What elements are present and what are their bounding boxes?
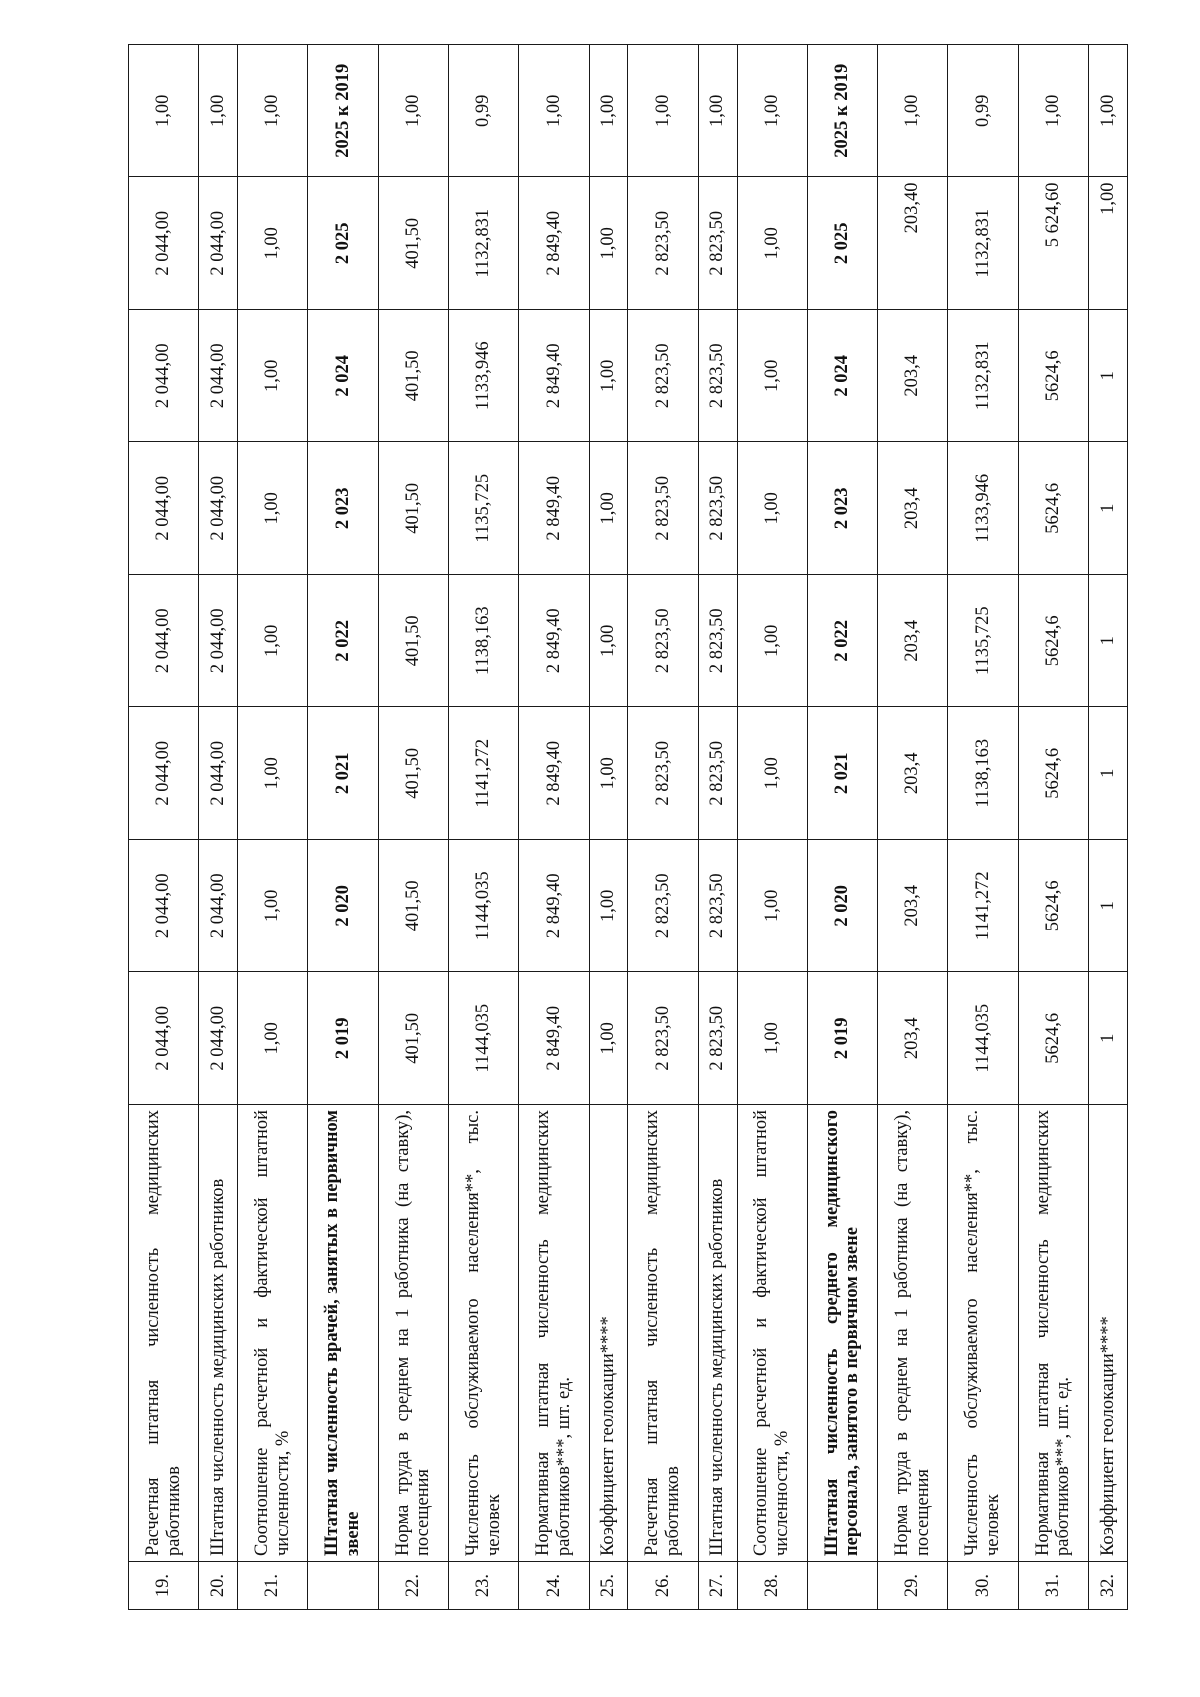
value-cell: 1,00 — [199, 45, 238, 178]
row-number: 20. — [199, 1562, 238, 1610]
value-cell: 1144,035 — [448, 840, 518, 973]
value-cell: 1132,831 — [448, 177, 518, 310]
year-header-cell: 2 019 — [308, 972, 378, 1105]
value-cell: 2 044,00 — [129, 972, 199, 1105]
row-number: 25. — [589, 1562, 628, 1610]
row-label: Нормативная штатная численность медицинских работников***, шт. ед. — [1018, 1105, 1088, 1562]
value-cell: 1,00 — [737, 45, 807, 178]
value-cell: 1,00 — [737, 310, 807, 443]
row-number: 19. — [129, 1562, 199, 1610]
value-cell: 1133,946 — [948, 442, 1018, 575]
table-row — [519, 45, 589, 1610]
value-cell: 2 849,40 — [519, 707, 589, 840]
value-cell: 1138,163 — [948, 707, 1018, 840]
value-cell: 2 823,50 — [628, 442, 698, 575]
year-header-cell: 2 022 — [308, 575, 378, 708]
table-row — [129, 45, 199, 1610]
value-cell: 1,00 — [698, 45, 737, 178]
value-cell: 401,50 — [378, 840, 448, 973]
rotated-document-sheet — [128, 45, 1128, 1610]
table-row — [448, 45, 518, 1610]
value-cell: 2 823,50 — [628, 310, 698, 443]
value-cell: 1,00 — [628, 45, 698, 178]
value-cell: 5624,6 — [1018, 972, 1088, 1105]
year-header-cell: 2 025 — [807, 177, 877, 310]
value-cell: 203,4 — [878, 442, 948, 575]
value-cell: 1 — [1088, 840, 1127, 973]
row-label: Расчетная штатная численность медицинских работников — [129, 1105, 199, 1562]
value-cell: 1133,946 — [448, 310, 518, 443]
table-row — [589, 45, 628, 1610]
value-cell: 2 823,50 — [698, 575, 737, 708]
value-cell: 2 823,50 — [628, 177, 698, 310]
value-cell: 1 — [1088, 707, 1127, 840]
value-cell: 2 849,40 — [519, 177, 589, 310]
year-header-cell: 2 019 — [807, 972, 877, 1105]
row-number: 27. — [698, 1562, 737, 1610]
value-cell: 5624,6 — [1018, 840, 1088, 973]
value-cell: 5624,6 — [1018, 310, 1088, 443]
value-cell: 2 823,50 — [628, 707, 698, 840]
row-number: 30. — [948, 1562, 1018, 1610]
value-cell: 1,00 — [737, 442, 807, 575]
value-cell: 1 — [1088, 972, 1127, 1105]
row-label: Численность обслуживаемого населения**, тыс. человек — [448, 1105, 518, 1562]
value-cell: 401,50 — [378, 972, 448, 1105]
table-body — [129, 45, 1128, 1610]
table-row — [1088, 45, 1127, 1610]
table-row — [628, 45, 698, 1610]
row-number: 31. — [1018, 1562, 1088, 1610]
year-header-cell: 2 025 — [308, 177, 378, 310]
value-cell: 2 823,50 — [698, 972, 737, 1105]
row-label: Соотношение расчетной и фактической штатной численности, % — [238, 1105, 308, 1562]
value-cell: 1144,035 — [448, 972, 518, 1105]
value-cell: 2 044,00 — [129, 840, 199, 973]
table-section-header-row — [807, 45, 877, 1610]
row-number: 23. — [448, 1562, 518, 1610]
value-cell: 1,00 — [878, 45, 948, 178]
table-section-header-row — [308, 45, 378, 1610]
value-cell: 5 624,60 — [1018, 177, 1088, 310]
value-cell: 5624,6 — [1018, 575, 1088, 708]
value-cell: 1,00 — [589, 177, 628, 310]
value-cell: 1,00 — [1088, 177, 1127, 310]
year-header-cell: 2 021 — [807, 707, 877, 840]
row-number: 22. — [378, 1562, 448, 1610]
row-label: Расчетная штатная численность медицинских работников — [628, 1105, 698, 1562]
value-cell: 203,4 — [878, 707, 948, 840]
row-number — [308, 1562, 378, 1610]
year-header-cell: 2025 к 2019 — [807, 45, 877, 178]
value-cell: 1138,163 — [448, 575, 518, 708]
row-label: Нормативная штатная численность медицинских работников***, шт. ед. — [519, 1105, 589, 1562]
value-cell: 1,00 — [238, 45, 308, 178]
value-cell: 5624,6 — [1018, 442, 1088, 575]
value-cell: 2 044,00 — [199, 310, 238, 443]
table-row — [199, 45, 238, 1610]
value-cell: 1 — [1088, 310, 1127, 443]
value-cell: 1,00 — [1088, 45, 1127, 178]
value-cell: 203,4 — [878, 972, 948, 1105]
value-cell: 401,50 — [378, 707, 448, 840]
value-cell: 5624,6 — [1018, 707, 1088, 840]
year-header-cell: 2 022 — [807, 575, 877, 708]
row-label: Штатная численность медицинских работников — [698, 1105, 737, 1562]
year-header-cell: 2025 к 2019 — [308, 45, 378, 178]
value-cell: 0,99 — [448, 45, 518, 178]
row-number: 32. — [1088, 1562, 1127, 1610]
value-cell: 1,00 — [238, 707, 308, 840]
value-cell: 2 044,00 — [199, 840, 238, 973]
year-header-cell: 2 020 — [308, 840, 378, 973]
value-cell: 203,4 — [878, 840, 948, 973]
value-cell: 401,50 — [378, 575, 448, 708]
value-cell: 1,00 — [589, 972, 628, 1105]
value-cell: 1,00 — [737, 972, 807, 1105]
year-header-cell: 2 024 — [308, 310, 378, 443]
row-number — [807, 1562, 877, 1610]
year-header-cell: 2 020 — [807, 840, 877, 973]
value-cell: 1,00 — [238, 840, 308, 973]
year-header-cell: 2 024 — [807, 310, 877, 443]
value-cell: 1,00 — [519, 45, 589, 178]
value-cell: 2 823,50 — [628, 575, 698, 708]
value-cell: 2 044,00 — [129, 707, 199, 840]
year-header-cell: 2 021 — [308, 707, 378, 840]
row-label: Коэффициент геолокации**** — [1088, 1105, 1127, 1562]
row-label: Штатная численность врачей, занятых в первичном звене — [308, 1105, 378, 1562]
value-cell: 1,00 — [737, 707, 807, 840]
row-label: Численность обслуживаемого населения**, тыс. человек — [948, 1105, 1018, 1562]
table-row — [1018, 45, 1088, 1610]
value-cell: 2 044,00 — [199, 442, 238, 575]
table-row — [737, 45, 807, 1610]
value-cell: 2 823,50 — [698, 177, 737, 310]
value-cell: 1,00 — [589, 707, 628, 840]
value-cell: 2 044,00 — [199, 177, 238, 310]
value-cell: 401,50 — [378, 442, 448, 575]
value-cell: 0,99 — [948, 45, 1018, 178]
value-cell: 203,40 — [878, 177, 948, 310]
value-cell: 1,00 — [737, 177, 807, 310]
value-cell: 2 823,50 — [628, 972, 698, 1105]
value-cell: 1,00 — [589, 45, 628, 178]
row-label: Штатная численность среднего медицинского персонала, занятого в первичном звене — [807, 1105, 877, 1562]
value-cell: 2 044,00 — [129, 442, 199, 575]
value-cell: 1,00 — [378, 45, 448, 178]
value-cell: 2 823,50 — [698, 442, 737, 575]
value-cell: 2 044,00 — [129, 575, 199, 708]
row-label: Норма труда в среднем на 1 работника (на ставку), посещения — [878, 1105, 948, 1562]
value-cell: 401,50 — [378, 177, 448, 310]
value-cell: 203,4 — [878, 575, 948, 708]
value-cell: 1,00 — [238, 972, 308, 1105]
row-number: 21. — [238, 1562, 308, 1610]
value-cell: 2 849,40 — [519, 575, 589, 708]
table-row — [948, 45, 1018, 1610]
value-cell: 1141,272 — [448, 707, 518, 840]
value-cell: 1,00 — [238, 442, 308, 575]
value-cell: 1,00 — [589, 310, 628, 443]
value-cell: 203,4 — [878, 310, 948, 443]
value-cell: 1 — [1088, 442, 1127, 575]
table-row — [698, 45, 737, 1610]
value-cell: 1132,831 — [948, 177, 1018, 310]
value-cell: 1,00 — [589, 442, 628, 575]
row-label: Штатная численность медицинских работников — [199, 1105, 238, 1562]
row-label: Соотношение расчетной и фактической штатной численности, % — [737, 1105, 807, 1562]
row-number: 28. — [737, 1562, 807, 1610]
year-header-cell: 2 023 — [807, 442, 877, 575]
value-cell: 401,50 — [378, 310, 448, 443]
value-cell: 2 823,50 — [628, 840, 698, 973]
value-cell: 2 849,40 — [519, 442, 589, 575]
value-cell: 1,00 — [737, 575, 807, 708]
value-cell: 1141,272 — [948, 840, 1018, 973]
table-row — [238, 45, 308, 1610]
value-cell: 1,00 — [589, 840, 628, 973]
value-cell: 2 044,00 — [199, 707, 238, 840]
value-cell: 1135,725 — [448, 442, 518, 575]
table-row — [878, 45, 948, 1610]
row-number: 24. — [519, 1562, 589, 1610]
value-cell: 1,00 — [129, 45, 199, 178]
value-cell: 2 823,50 — [698, 707, 737, 840]
row-label: Норма труда в среднем на 1 работника (на ставку), посещения — [378, 1105, 448, 1562]
value-cell: 2 044,00 — [129, 177, 199, 310]
value-cell: 1,00 — [589, 575, 628, 708]
year-header-cell: 2 023 — [308, 442, 378, 575]
value-cell: 1,00 — [238, 310, 308, 443]
value-cell: 2 044,00 — [199, 575, 238, 708]
value-cell: 1,00 — [238, 575, 308, 708]
value-cell: 1132,831 — [948, 310, 1018, 443]
value-cell: 1 — [1088, 575, 1127, 708]
staffing-table — [128, 44, 1128, 1610]
value-cell: 1,00 — [238, 177, 308, 310]
value-cell: 1144,035 — [948, 972, 1018, 1105]
value-cell: 2 044,00 — [129, 310, 199, 443]
table-row — [378, 45, 448, 1610]
value-cell: 2 823,50 — [698, 840, 737, 973]
value-cell: 1,00 — [737, 840, 807, 973]
row-number: 26. — [628, 1562, 698, 1610]
value-cell: 2 823,50 — [698, 310, 737, 443]
value-cell: 2 044,00 — [199, 972, 238, 1105]
value-cell: 2 849,40 — [519, 310, 589, 443]
value-cell: 2 849,40 — [519, 840, 589, 973]
row-label: Коэффициент геолокации**** — [589, 1105, 628, 1562]
row-number: 29. — [878, 1562, 948, 1610]
value-cell: 1135,725 — [948, 575, 1018, 708]
value-cell: 1,00 — [1018, 45, 1088, 178]
value-cell: 2 849,40 — [519, 972, 589, 1105]
